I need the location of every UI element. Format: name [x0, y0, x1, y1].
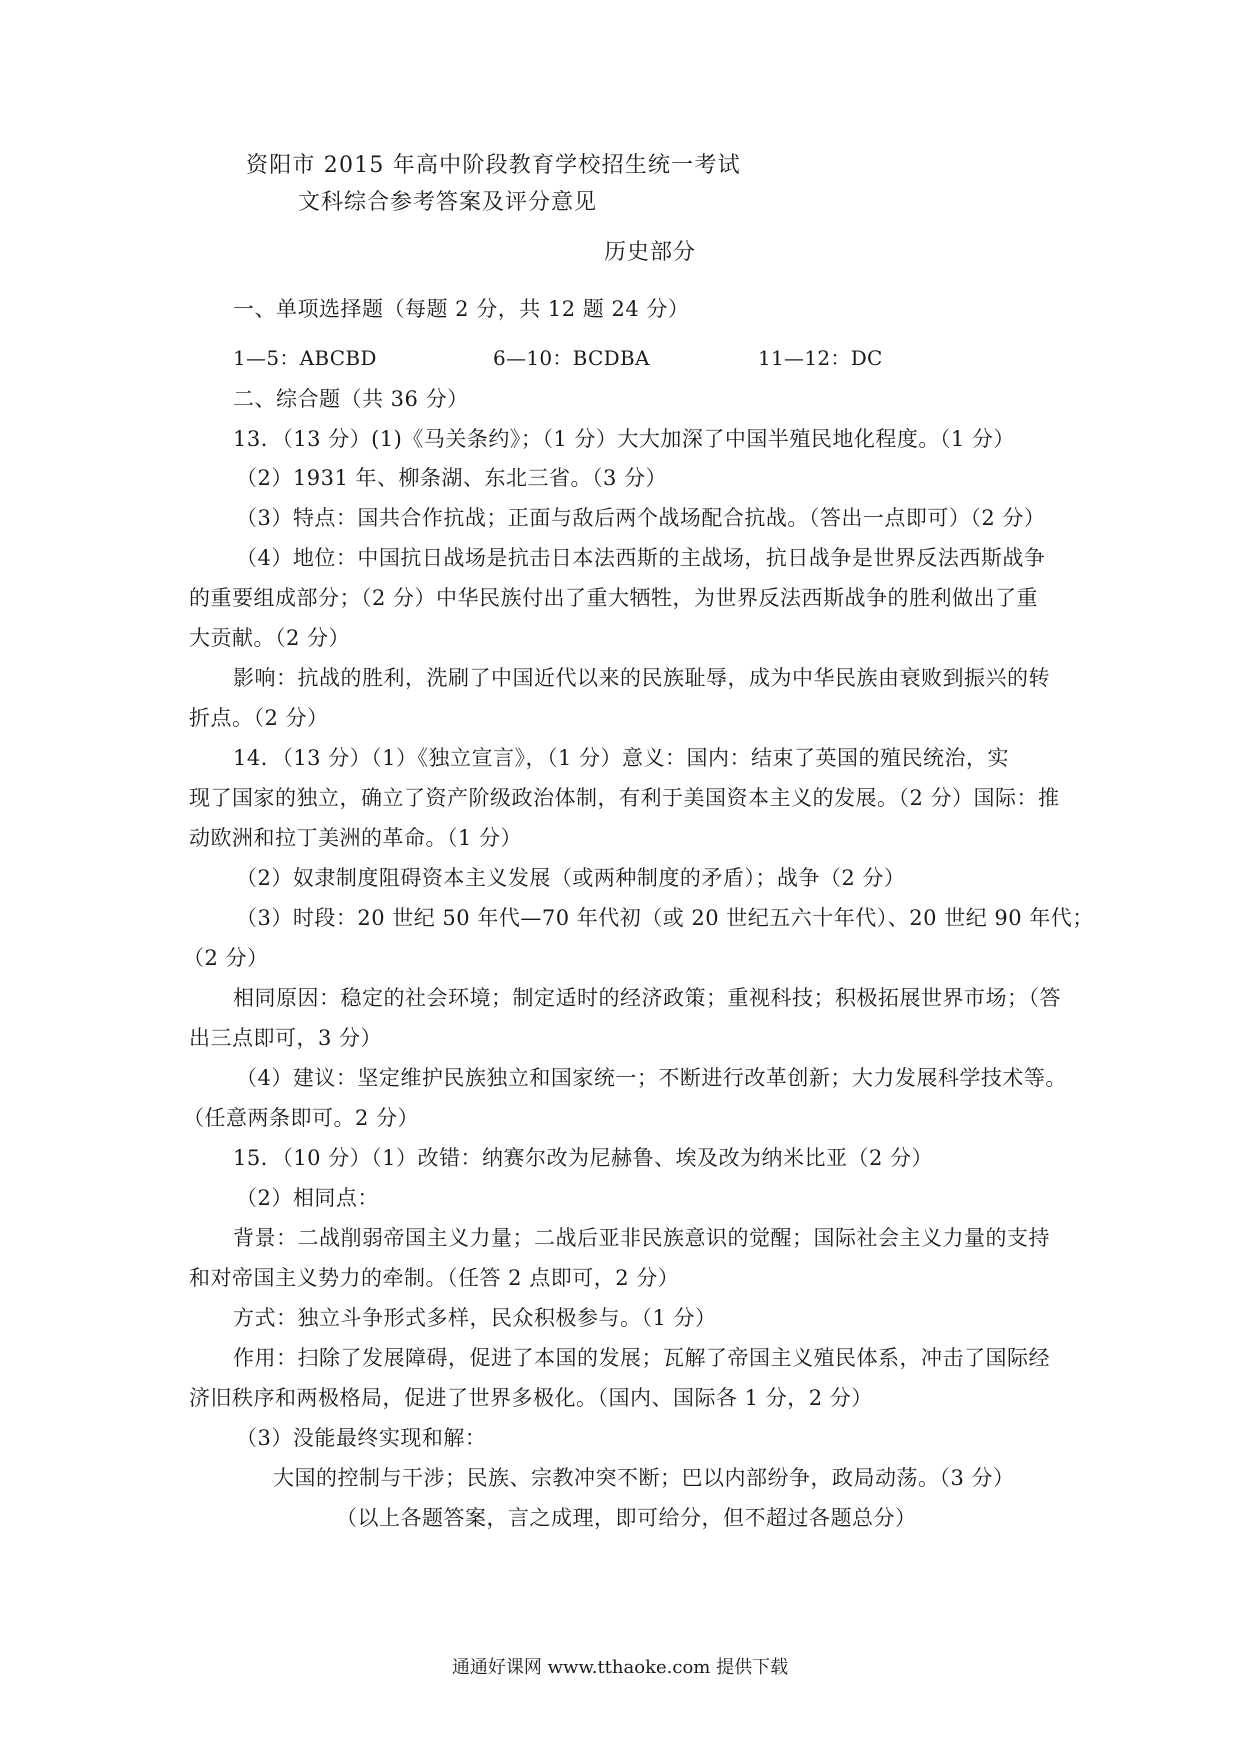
exam-subtitle: 文科综合参考答案及评分意见: [298, 190, 598, 215]
text-line: 和对帝国主义势力的牵制。（任答 2 点即可，2 分）: [189, 1266, 680, 1290]
text-line: 济旧秩序和两极格局，促进了世界多极化。（国内、国际各 1 分，2 分）: [189, 1386, 873, 1410]
text-line: 出三点即可，3 分）: [189, 1026, 383, 1050]
text-line: （任意两条即可。2 分）: [183, 1106, 420, 1130]
text-line: 方式：独立斗争形式多样，民众积极参与。（1 分）: [233, 1306, 717, 1330]
text-line: 影响：抗战的胜利，洗刷了中国近代以来的民族耻辱，成为中华民族由衰败到振兴的转: [233, 666, 1050, 690]
text-line: （2 分）: [183, 946, 269, 970]
answer-group-1-5: 1—5：ABCBD: [233, 346, 377, 370]
part2-heading: 二、综合题（共 36 分）: [233, 387, 469, 411]
answer-group-11-12: 11—12：DC: [758, 346, 883, 370]
part1-heading: 一、单项选择题（每题 2 分，共 12 题 24 分）: [233, 297, 690, 321]
answer-group-6-10: 6—10：BCDBA: [493, 346, 650, 370]
text-line: 13．（13 分）(1)《马关条约》；（1 分）大大加深了中国半殖民地化程度。（1 分）: [233, 427, 1015, 451]
text-line: （3）没能最终实现和解：: [236, 1426, 487, 1450]
text-line: （2）相同点：: [236, 1186, 379, 1210]
text-line: 15．（10 分）（1）改错：纳赛尔改为尼赫鲁、埃及改为纳米比亚（2 分）: [233, 1146, 934, 1170]
text-line: （4）地位：中国抗日战场是抗击日本法西斯的主战场，抗日战争是世界反法西斯战争: [236, 546, 1046, 570]
text-line: 作用：扫除了发展障碍，促进了本国的发展；瓦解了帝国主义殖民体系，冲击了国际经: [233, 1346, 1050, 1370]
text-line: （3）特点：国共合作抗战；正面与敌后两个战场配合抗战。（答出一点即可）（2 分）: [236, 506, 1046, 530]
text-line: 现了国家的独立，确立了资产阶级政治体制，有利于美国资本主义的发展。（2 分）国际：推: [189, 786, 1060, 810]
closing-note: （以上各题答案，言之成理，即可给分，但不超过各题总分）: [336, 1506, 917, 1530]
text-line: （3）时段：20 世纪 50 年代—70 年代初（或 20 世纪五六十年代）、20 世纪 90 年代；: [236, 906, 1094, 930]
exam-title: 资阳市 2015 年高中阶段教育学校招生统一考试: [246, 153, 741, 178]
section-title: 历史部分: [604, 240, 697, 265]
footer-watermark: 通通好课网 www.tthaoke.com 提供下载: [451, 1657, 789, 1678]
text-line: 的重要组成部分；（2 分）中华民族付出了重大牺牲，为世界反法西斯战争的胜利做出了重: [189, 586, 1039, 610]
text-line: 动欧洲和拉丁美洲的革命。（1 分）: [189, 826, 523, 850]
text-line: 大贡献。（2 分）: [189, 626, 351, 650]
text-line: 14．（13 分）（1）《独立宣言》，（1 分）意义：国内：结束了英国的殖民统治，实: [233, 746, 1010, 770]
text-line: （2）1931 年、柳条湖、东北三省。（3 分）: [236, 466, 668, 490]
text-line: （4）建议：坚定维护民族独立和国家统一；不断进行改革创新；大力发展科学技术等。: [236, 1066, 1067, 1090]
text-line: 背景：二战削弱帝国主义力量；二战后亚非民族意识的觉醒；国际社会主义力量的支持: [233, 1226, 1050, 1250]
text-line: 相同原因：稳定的社会环境；制定适时的经济政策；重视科技；积极拓展世界市场；（答: [233, 986, 1061, 1010]
text-line: （2）奴隶制度阻碍资本主义发展（或两种制度的矛盾）；战争（2 分）: [236, 866, 906, 890]
text-line: 折点。（2 分）: [189, 706, 329, 730]
text-line: 大国的控制与干涉；民族、宗教冲突不断；巴以内部纷争，政局动荡。（3 分）: [273, 1466, 1015, 1490]
